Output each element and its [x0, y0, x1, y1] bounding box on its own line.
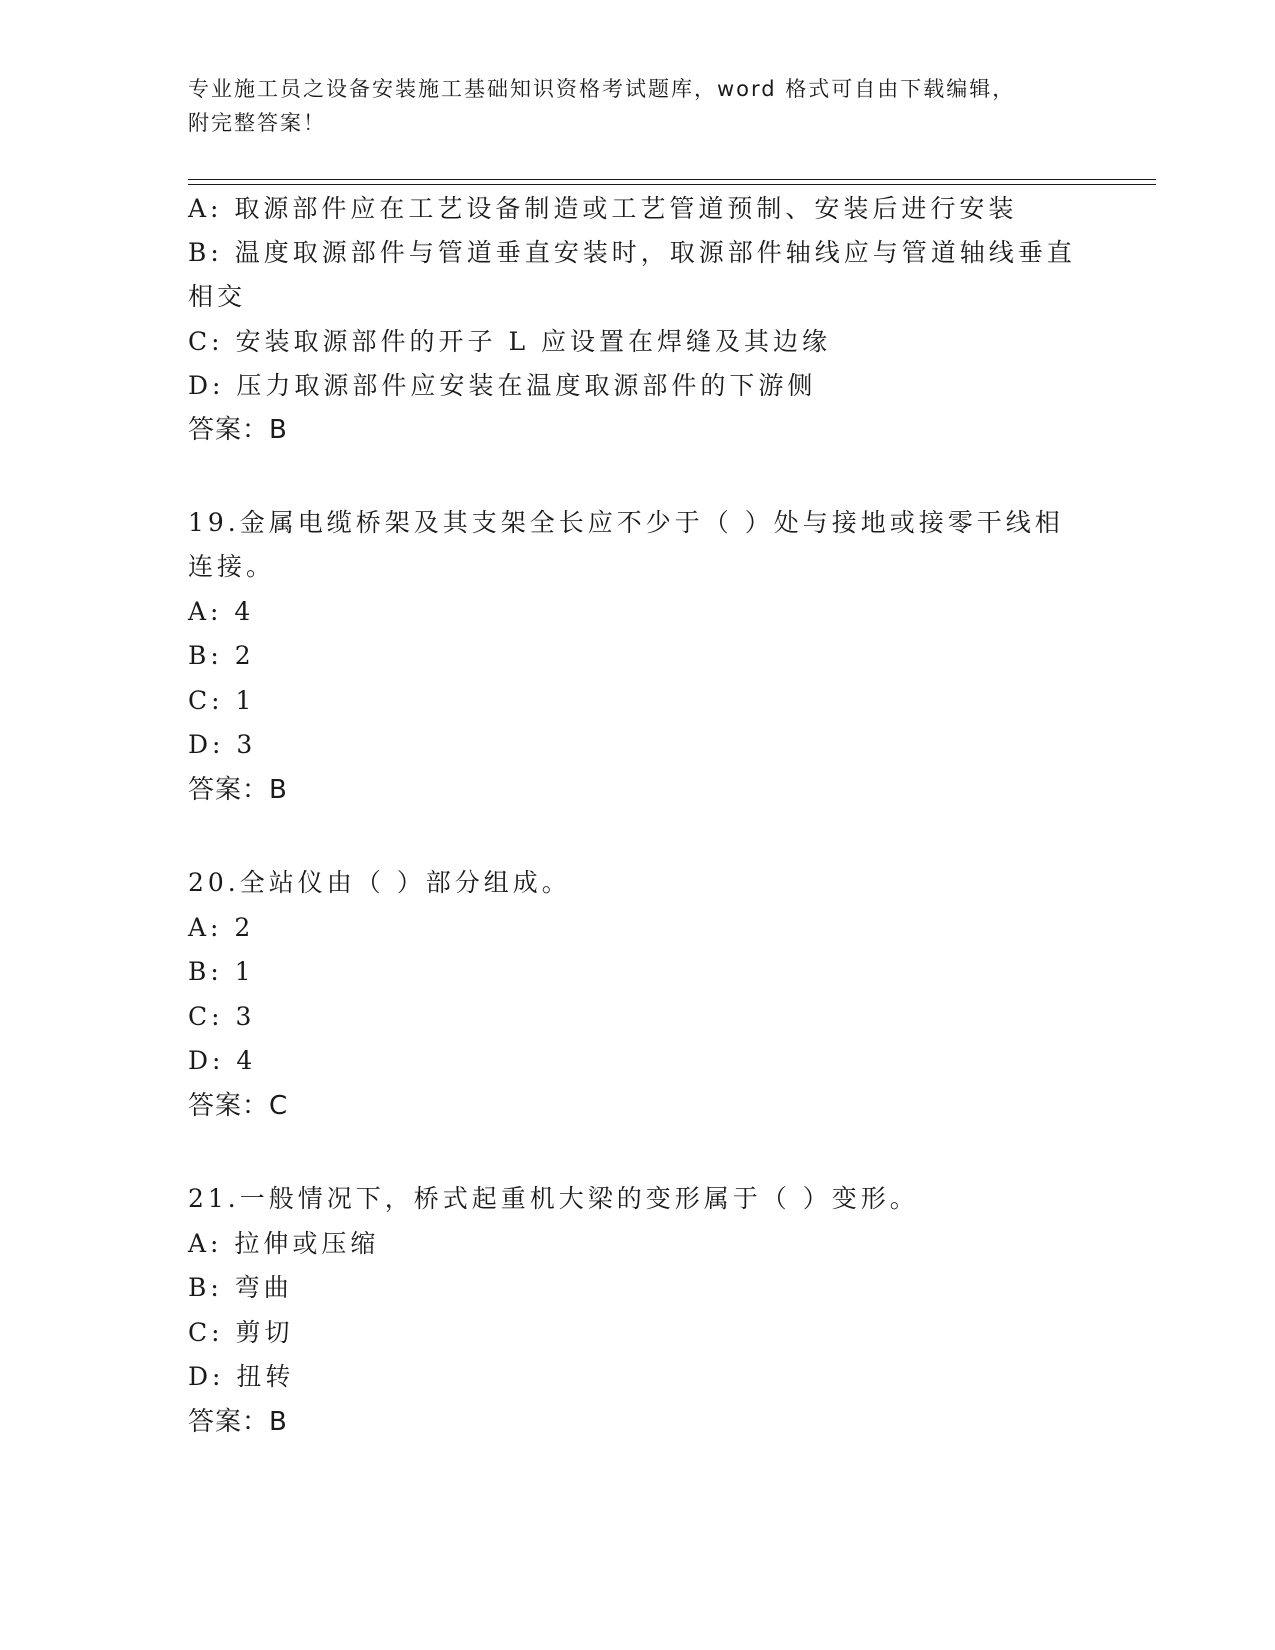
q19-stem-continued: 连接。 [188, 552, 276, 581]
q21-answer: 答案：B [188, 1407, 288, 1437]
q18-option-a: A: 取源部件应在工艺设备制造或工艺管道预制、安装后进行安装 [188, 194, 1018, 223]
q19-option-a: A: 4 [188, 597, 255, 626]
q19-option-d: D: 3 [188, 730, 257, 759]
q18-answer: 答案：B [188, 415, 288, 445]
header-divider-top [188, 179, 1156, 180]
header-line-2: 附完整答案！ [188, 111, 326, 135]
q21-option-d: D: 扭转 [188, 1362, 295, 1391]
q18-option-d: D: 压力取源部件应安装在温度取源部件的下游侧 [188, 371, 817, 400]
q21-option-a: A: 拉伸或压缩 [188, 1229, 380, 1258]
q19-option-c: C: 1 [188, 686, 256, 715]
q20-option-a: A: 2 [188, 913, 255, 942]
q18-option-b-continued: 相交 [188, 282, 247, 311]
header-divider-bottom [188, 184, 1156, 185]
q19-option-b: B: 2 [188, 641, 255, 670]
q18-option-b: B: 温度取源部件与管道垂直安装时，取源部件轴线应与管道轴线垂直 [188, 238, 1076, 267]
q21-option-b: B: 弯曲 [188, 1273, 293, 1302]
q19-answer: 答案：B [188, 775, 288, 805]
q19-stem: 19.金属电缆桥架及其支架全长应不少于（ ）处与接地或接零干线相 [188, 508, 1064, 537]
header-line-1: 专业施工员之设备安装施工基础知识资格考试题库，word 格式可自由下载编辑， [188, 77, 1016, 101]
q20-option-d: D: 4 [188, 1046, 257, 1075]
q18-option-c: C: 安装取源部件的开子 L 应设置在焊缝及其边缘 [188, 327, 831, 356]
q20-answer: 答案：C [188, 1091, 289, 1121]
q20-option-b: B: 1 [188, 957, 255, 986]
q21-option-c: C: 剪切 [188, 1318, 294, 1347]
q21-stem: 21.一般情况下，桥式起重机大梁的变形属于（ ）变形。 [188, 1184, 919, 1213]
document-header [188, 72, 1088, 140]
q20-stem: 20.全站仪由（ ）部分组成。 [188, 868, 571, 897]
q20-option-c: C: 3 [188, 1002, 256, 1031]
